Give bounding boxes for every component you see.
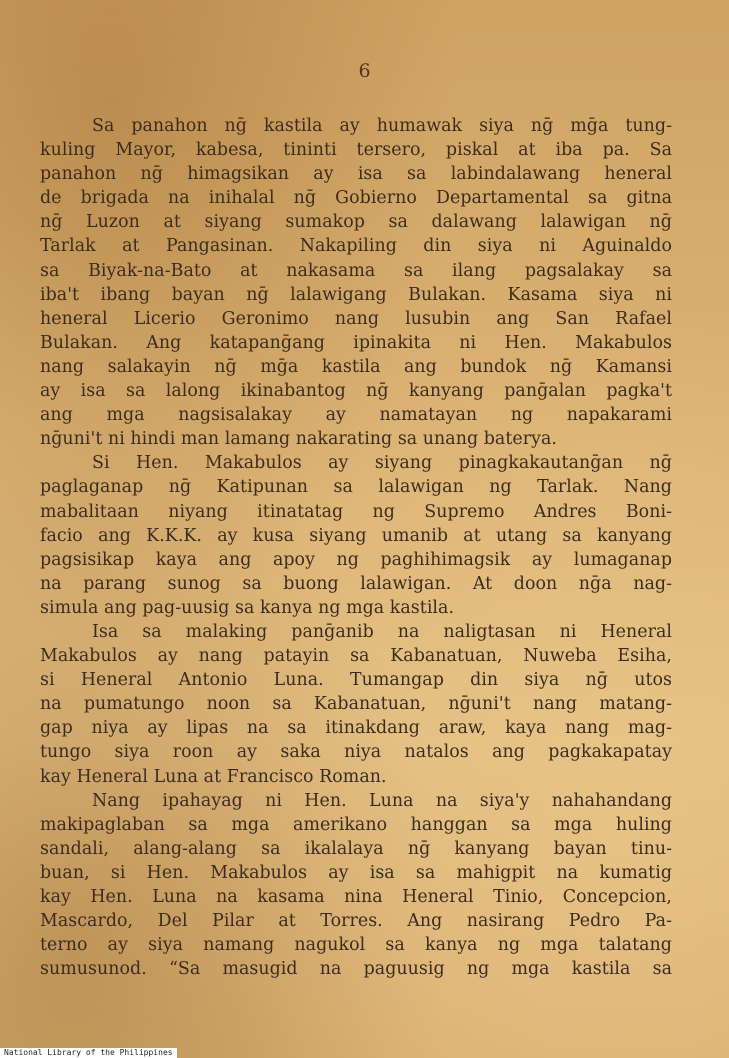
text-line: gap niya ay lipas na sa itinakdang araw, kaya nang mag- xyxy=(40,718,672,739)
text-line: kuling Mayor, kabesa, tininti tersero, piskal at iba pa. Sa xyxy=(40,140,672,161)
text-line: de brigada na inihalal nḡ Gobierno Departamental sa gitna xyxy=(40,188,672,209)
text-line: si Heneral Antonio Luna. Tumangap din siya nḡ utos xyxy=(40,670,672,691)
text-line: Mascardo, Del Pilar at Torres. Ang nasirang Pedro Pa- xyxy=(40,911,672,932)
text-line: ay isa sa lalong ikinabantog nḡ kanyang panḡalan pagka't xyxy=(40,381,672,402)
text-line: ang mga nagsisalakay ay namatayan ng napakarami xyxy=(40,405,672,426)
text-line: nang salakayin nḡ mḡa kastila ang bundok nḡ Kamansi xyxy=(40,356,672,377)
text-line: nḡuni't ni hindi man lamang nakarating sa unang baterya. xyxy=(40,429,557,450)
page-number: 6 xyxy=(358,60,371,82)
text-line: sandali, alang-alang sa ikalalaya nḡ kanyang bayan tinu- xyxy=(40,838,672,859)
text-line: Si Hen. Makabulos ay siyang pinagkakautanḡan nḡ xyxy=(92,453,672,474)
text-line: paglaganap nḡ Katipunan sa lalawigan ng Tarlak. Nang xyxy=(40,477,672,498)
text-line: kay Hen. Luna na kasama nina Heneral Tinio, Concepcion, xyxy=(40,887,672,907)
text-line: Sa panahon nḡ kastila ay humawak siya nḡ mḡa tung- xyxy=(92,116,672,136)
text-line: Nang ipahayag ni Hen. Luna na siya'y nahahandang xyxy=(92,790,672,811)
footer-credit: National Library of the Philippines xyxy=(0,1048,177,1058)
text-line: facio ang K.K.K. ay kusa siyang umanib at utang sa kanyang xyxy=(40,525,672,546)
text-line: mabalitaan niyang itinatatag ng Supremo Andres Boni- xyxy=(40,501,672,522)
text-line: Tarlak at Pangasinan. Nakapiling din siya ni Aguinaldo xyxy=(40,236,672,257)
text-line: nḡ Luzon at siyang sumakop sa dalawang lalawigan nḡ xyxy=(40,212,672,233)
text-line: terno ay siya namang nagukol sa kanya ng mga talatang xyxy=(40,935,672,956)
text-line: kay Heneral Luna at Francisco Roman. xyxy=(40,766,387,787)
text-line: simula ang pag-uusig sa kanya ng mga kastila. xyxy=(40,597,455,618)
text-line: Isa sa malaking panḡanib na naligtasan ni Heneral xyxy=(92,621,672,642)
text-line: iba't ibang bayan nḡ lalawigang Bulakan. Kasama siya ni xyxy=(40,284,672,305)
body-text xyxy=(40,114,672,981)
text-line: na parang sunog sa buong lalawigan. At doon nḡa nag- xyxy=(40,573,672,594)
text-line: tungo siya roon ay saka niya natalos ang pagkakapatay xyxy=(40,742,672,763)
text-line: heneral Licerio Geronimo nang lusubin ang San Rafael xyxy=(40,308,672,329)
text-line: Makabulos ay nang patayin sa Kabanatuan, Nuweba Esiha, xyxy=(40,646,672,667)
text-line: buan, si Hen. Makabulos ay isa sa mahigpit na kumatig xyxy=(40,862,672,883)
text-line: sumusunod. “Sa masugid na paguusig ng mga kastila sa xyxy=(40,959,672,980)
text-line: panahon nḡ himagsikan ay isa sa labindalawang heneral xyxy=(40,164,672,185)
text-line: Bulakan. Ang katapanḡang ipinakita ni Hen. Makabulos xyxy=(40,332,672,353)
text-line: na pumatungo noon sa Kabanatuan, nḡuni't nang matang- xyxy=(40,694,672,715)
text-line: pagsisikap kaya ang apoy ng paghihimagsik ay lumaganap xyxy=(40,549,672,570)
text-line: makipaglaban sa mga amerikano hanggan sa mga huling xyxy=(40,814,672,835)
text-line: sa Biyak-na-Bato at nakasama sa ilang pagsalakay sa xyxy=(40,260,672,281)
